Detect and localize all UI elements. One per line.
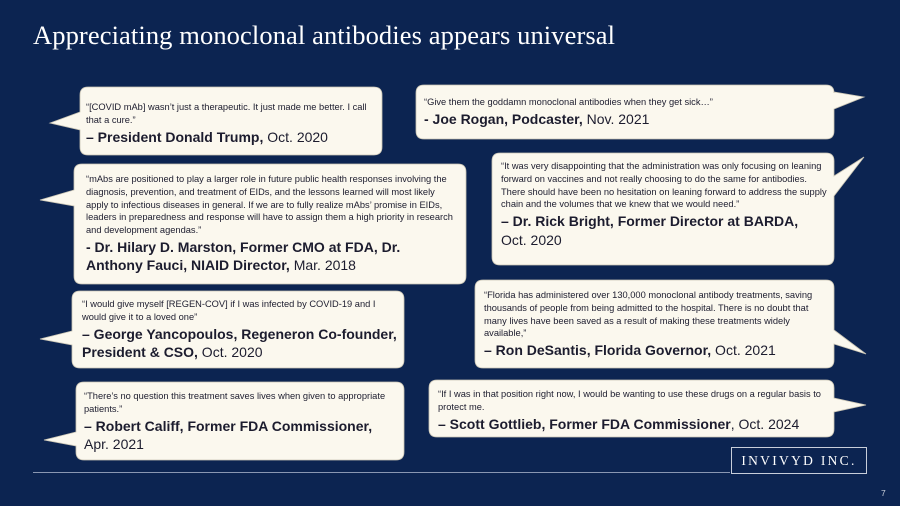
speaker-name: – Scott Gottlieb, Former FDA Commissioner <box>438 415 731 432</box>
speaker-name: – George Yancopoulos, Regeneron Co-founder, President & CSO, <box>82 325 397 361</box>
quote-text: “If I was in that position right now, I would be wanting to use these drugs on a regular basis to protect me. <box>438 389 821 412</box>
quote-date: Oct. 2020 <box>263 128 328 145</box>
speaker-name: – Ron DeSantis, Florida Governor, <box>484 342 712 359</box>
company-logo: INVIVYD INC. <box>731 447 867 474</box>
speaker-name: – Robert Califf, Former FDA Commissioner, <box>84 417 373 434</box>
speaker-name: - Dr. Hilary D. Marston, Former CMO at FDA, Dr. Anthony Fauci, NIAID Director, <box>86 238 401 274</box>
quote-text: “I would give myself [REGEN-COV] if I was infected by COVID-19 and I would give it to a loved one” <box>82 299 376 322</box>
quote-date: Oct. 2020 <box>501 231 562 248</box>
quote-attribution <box>82 325 400 362</box>
quote-date: Nov. 2021 <box>582 110 650 127</box>
quote-gottlieb <box>438 388 828 433</box>
speaker-name: – Dr. Rick Bright, Former Director at BARDA, <box>501 213 799 230</box>
quote-trump <box>86 101 378 146</box>
quote-marston-fauci <box>86 173 458 275</box>
quote-attribution <box>438 415 828 434</box>
quote-text: “Give them the goddamn monoclonal antibodies when they get sick…” <box>424 97 713 107</box>
quote-attribution <box>424 110 828 129</box>
quote-text: “mAbs are positioned to play a larger role in future public health responses involving the diagnosis, prevention, and treatment of EIDs, and the lessons learned will most likely apply to infectious diseases in general. If we are to fully realize mAbs’ promise in EIDs, leaders in preparedness and response will have to assign them a high priority in research and development agendas.” <box>86 174 453 236</box>
quote-rogan <box>424 96 828 128</box>
quote-text: “It was very disappointing that the administration was only focusing on leaning forward on vaccines and not really choosing to do the same for antibodies. There should have been no hesitation on leaning forward to address the supply chain and the volumes that we knew that we would need.” <box>501 161 827 210</box>
speaker-name: – President Donald Trump, <box>86 128 264 145</box>
quote-attribution <box>86 238 458 275</box>
quote-califf <box>84 390 398 454</box>
footer-divider <box>33 472 730 473</box>
quote-bright <box>501 160 827 249</box>
quote-attribution <box>501 212 827 249</box>
quote-date: Oct. 2021 <box>711 342 776 359</box>
quote-attribution <box>84 417 398 454</box>
quote-attribution <box>86 128 378 147</box>
quote-text: “[COVID mAb] wasn’t just a therapeutic. It just made me better. I call that a cure.” <box>86 102 367 125</box>
slide-title: Appreciating monoclonal antibodies appears universal <box>33 20 616 50</box>
page-number: 7 <box>881 488 886 498</box>
quote-text: “There’s no question this treatment saves lives when given to appropriate patients.” <box>84 391 386 414</box>
quote-date: Apr. 2021 <box>84 436 144 453</box>
quote-date: Oct. 2020 <box>197 344 263 361</box>
quote-attribution <box>484 341 828 360</box>
quote-date: , Oct. 2024 <box>730 415 800 432</box>
speaker-name: - Joe Rogan, Podcaster, <box>424 110 583 127</box>
quote-desantis <box>484 289 828 360</box>
quote-text: “Florida has administered over 130,000 monoclonal antibody treatments, saving thousands of people from being admitted to the hospital. There is no doubt that many lives have been saved as a result of making these treatments widely available,” <box>484 290 813 339</box>
quote-yancopoulos <box>82 298 400 362</box>
quote-date: Mar. 2018 <box>289 257 356 274</box>
